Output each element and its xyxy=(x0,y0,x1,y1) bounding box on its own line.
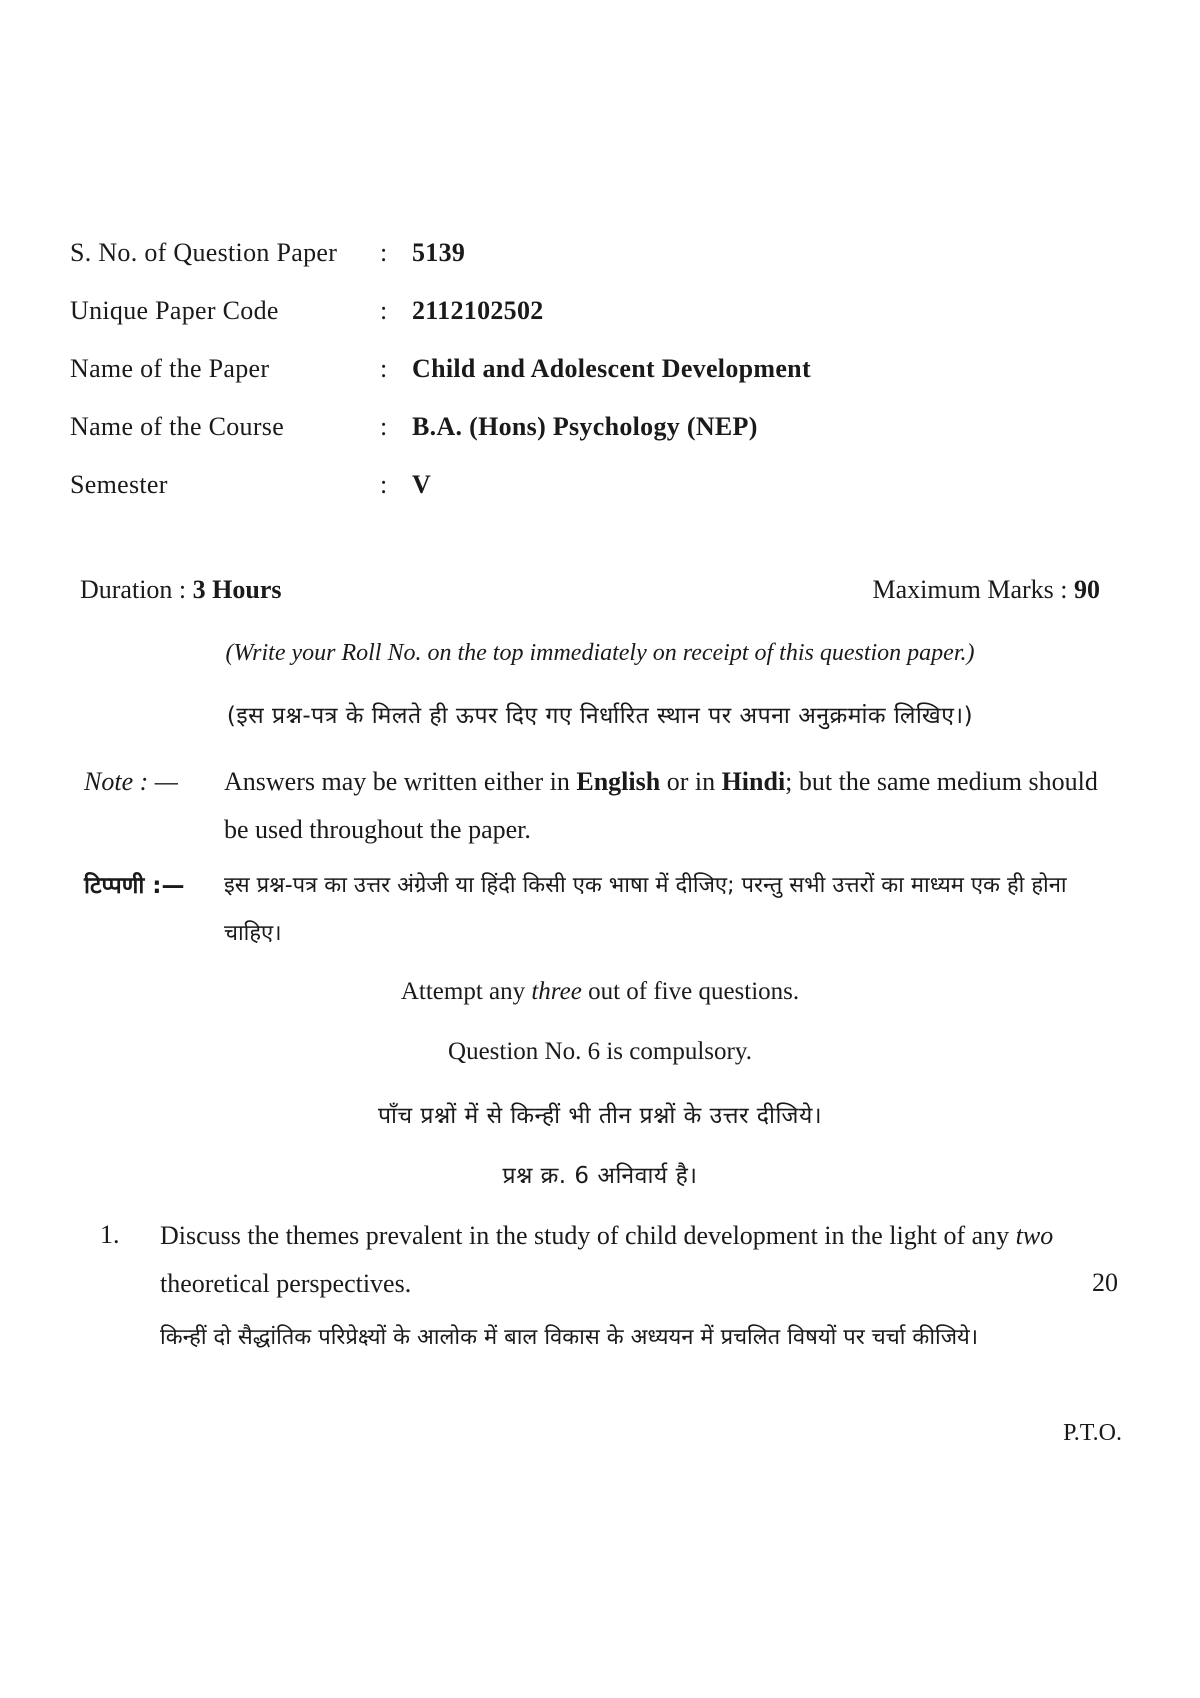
marks-value: 90 xyxy=(1074,575,1100,604)
meta-colon: : xyxy=(380,470,388,499)
duration-label: Duration : xyxy=(80,575,187,604)
meta-colon: : xyxy=(380,238,388,267)
compulsory-instruction: Question No. 6 is compulsory. xyxy=(448,1038,752,1065)
attempt-text-part: Attempt any xyxy=(400,978,532,1005)
roll-instruction-hindi: (इस प्रश्न-पत्र के मिलते ही ऊपर दिए गए निर्धारित स्थान पर अपना अनुक्रमांक लिखिए।) xyxy=(226,703,974,729)
question-number: 1. xyxy=(100,1220,120,1249)
meta-value: V xyxy=(412,470,432,499)
duration xyxy=(80,575,282,605)
question-text xyxy=(160,1212,1120,1308)
meta-value: 2112102502 xyxy=(412,296,544,325)
meta-label: S. No. of Question Paper xyxy=(70,238,338,267)
meta-colon: : xyxy=(380,354,388,383)
note-text xyxy=(224,758,1104,854)
note-block xyxy=(84,758,1124,858)
note-text-part: ; but the same medium should be used throughout the paper. xyxy=(224,767,1098,844)
duration-value: 3 Hours xyxy=(192,575,282,604)
compulsory-instruction-hindi: प्रश्न क्र. 6 अनिवार्य है। xyxy=(502,1163,698,1189)
attempt-italic: three xyxy=(531,978,582,1005)
tippani-label: टिप्पणी :— xyxy=(84,873,185,899)
tippani-block xyxy=(84,862,1124,962)
meta-value: B.A. (Hons) Psychology (NEP) xyxy=(412,412,758,441)
meta-label: Semester xyxy=(70,470,168,499)
tippani-text: इस प्रश्न-पत्र का उत्तर अंग्रेजी या हिंदी किसी एक भाषा में दीजिए; परन्तु सभी उत्तरों का माध्यम एक ही होना चाहिए। xyxy=(224,873,1067,946)
marks-label: Maximum Marks : xyxy=(872,575,1068,604)
note-text-part: or in xyxy=(660,767,722,796)
attempt-instruction xyxy=(0,978,1200,1006)
note-label: Note : — xyxy=(84,767,178,796)
note-bold-english: English xyxy=(576,767,661,796)
attempt-text-part: out of five questions. xyxy=(581,978,800,1005)
note-bold-hindi: Hindi xyxy=(721,767,786,796)
question-italic: two xyxy=(1015,1221,1054,1250)
meta-label: Name of the Paper xyxy=(70,354,270,383)
attempt-instruction-hindi: पाँच प्रश्नों में से किन्हीं भी तीन प्रश्नों के उत्तर दीजिये। xyxy=(377,1103,823,1129)
meta-label: Name of the Course xyxy=(70,412,285,441)
meta-value: Child and Adolescent Development xyxy=(412,354,811,383)
meta-label: Unique Paper Code xyxy=(70,296,279,325)
question-text-part: Discuss the themes prevalent in the study of child development in the light of any xyxy=(160,1221,1016,1250)
meta-value: 5139 xyxy=(412,238,466,267)
question-marks: 20 xyxy=(1092,1268,1118,1297)
question-text-hindi: किन्हीं दो सैद्धांतिक परिप्रेक्ष्यों के आलोक में बाल विकास के अध्ययन में प्रचलित विषयों पर चर्चा कीजिये। xyxy=(160,1325,979,1350)
pto-label: P.T.O. xyxy=(1063,1420,1122,1446)
maximum-marks xyxy=(873,575,1101,605)
roll-instruction-english: (Write your Roll No. on the top immediately on receipt of this question paper.) xyxy=(225,640,975,666)
meta-colon: : xyxy=(380,412,388,441)
note-text-part: Answers may be written either in xyxy=(224,767,577,796)
meta-colon: : xyxy=(380,296,388,325)
question-text-part: theoretical perspectives. xyxy=(160,1269,412,1298)
